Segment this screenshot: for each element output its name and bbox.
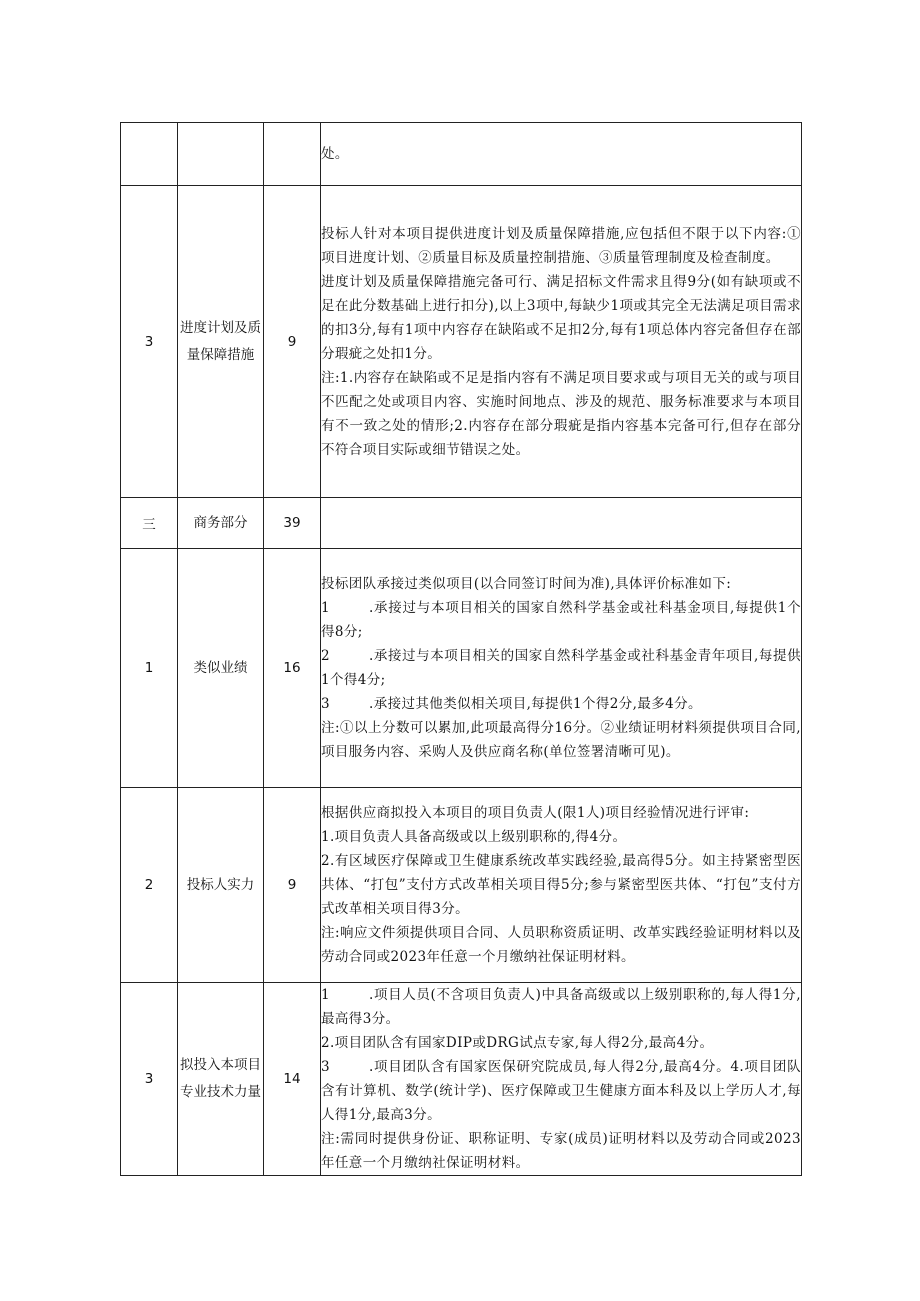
item-number: 3 <box>321 1059 330 1075</box>
criterion-description <box>321 788 802 983</box>
row-number: 3 <box>121 983 178 1176</box>
list-item <box>321 1031 801 1055</box>
item-text: .项目人员(不含项目负责人)中具备高级或以上级别职称的,每人得1分,最高得3分。 <box>321 987 801 1027</box>
list-item <box>321 1055 801 1127</box>
description-paragraph: 投标团队承接过类似项目(以合同签订时间为准),具体评价标准如下: <box>321 576 732 592</box>
list-item <box>321 644 801 692</box>
description-paragraph: 1.项目负责人具备高级或以上级别职称的,得4分。 <box>321 829 627 845</box>
section-number: 三 <box>121 498 178 549</box>
table-row <box>121 549 802 788</box>
criterion-score: 9 <box>264 788 321 983</box>
item-number: 1 <box>321 987 330 1003</box>
item-text: .项目团队含有国家医保研究院成员,每人得2分,最高4分。4.项目团队含有计算机、数学(统计学)、医疗保障或卫生健康方面本科及以上学历人才,每人得1分,最高3分。 <box>321 1059 801 1123</box>
description-note: 注:响应文件须提供项目合同、人员职称资质证明、改革实践经验证明材料以及劳动合同或2023年任意一个月缴纳社保证明材料。 <box>321 925 801 965</box>
item-text: .承接过与本项目相关的国家自然科学基金或社科基金项目,每提供1个得8分; <box>321 600 801 640</box>
row-number: 1 <box>121 549 178 788</box>
item-number: 1 <box>321 600 330 616</box>
section-name: 商务部分 <box>178 498 264 549</box>
scoring-table <box>120 122 802 1176</box>
item-number: 2 <box>321 648 330 664</box>
section-description <box>321 498 802 549</box>
table-row <box>121 983 802 1176</box>
row-number: 2 <box>121 788 178 983</box>
description-paragraph: 根据供应商拟投入本项目的项目负责人(限1人)项目经验情况进行评审: <box>321 805 750 821</box>
item-text: .承接过与本项目相关的国家自然科学基金或社科基金青年项目,每提供1个得4分; <box>321 648 801 688</box>
description-note: 注:需同时提供身份证、职称证明、专家(成员)证明材料以及劳动合同或2023年任意一个月缴纳社保证明材料。 <box>321 1131 801 1171</box>
section-row <box>121 498 802 549</box>
criterion-score <box>264 123 321 186</box>
criterion-description <box>321 549 802 788</box>
description-note: 注:①以上分数可以累加,此项最高得分16分。②业绩证明材料须提供项目合同,项目服务内容、采购人及供应商名称(单位签署清晰可见)。 <box>321 720 801 760</box>
description-paragraph: 处。 <box>321 146 349 162</box>
criterion-name: 投标人实力 <box>178 788 264 983</box>
criterion-score: 16 <box>264 549 321 788</box>
criterion-name: 类似业绩 <box>178 549 264 788</box>
criterion-score: 14 <box>264 983 321 1176</box>
list-item <box>321 596 801 644</box>
criterion-score: 9 <box>264 186 321 498</box>
criterion-name <box>178 123 264 186</box>
description-paragraph: 进度计划及质量保障措施完备可行、满足招标文件需求且得9分(如有缺项或不足在此分数基础上进行扣分),以上3项中,每缺少1项或其完全无法满足项目需求的扣3分,每有1项中内容存在缺陷或不足扣2分,每有1项总体内容完备但存在部分瑕疵之处扣1分。 <box>321 273 801 362</box>
table-row <box>121 186 802 498</box>
criterion-name: 拟投入本项目专业技术力量 <box>178 983 264 1176</box>
criterion-name: 进度计划及质量保障措施 <box>178 186 264 498</box>
description-paragraph: 2.有区域医疗保障或卫生健康系统改革实践经验,最高得5分。如主持紧密型医共体、“打包”支付方式改革相关项目得5分;参与紧密型医共体、“打包”支付方式改革相关项目得3分。 <box>321 853 801 917</box>
list-item <box>321 692 801 716</box>
item-number: 3 <box>321 696 330 712</box>
criterion-description <box>321 186 802 498</box>
table-row <box>121 123 802 186</box>
item-text: .承接过其他类似相关项目,每提供1个得2分,最多4分。 <box>369 696 702 712</box>
section-score: 39 <box>264 498 321 549</box>
description-paragraph: 投标人针对本项目提供进度计划及质量保障措施,应包括但不限于以下内容:①项目进度计划、②质量目标及质量控制措施、③质量管理制度及检查制度。 <box>321 225 801 266</box>
row-number: 3 <box>121 186 178 498</box>
item-text: 2.项目团队含有国家DIP或DRG试点专家,每人得2分,最高4分。 <box>321 1035 714 1051</box>
description-note: 注:1.内容存在缺陷或不足是指内容有不满足项目要求或与项目无关的或与项目不匹配之处或项目内容、实施时间地点、涉及的规范、服务标准要求与本项目有不一致之处的情形;2.内容存在部分瑕疵是指内容基本完备可行,但存在部分不符合项目实际或细节错误之处。 <box>321 369 801 458</box>
list-item <box>321 983 801 1031</box>
row-number <box>121 123 178 186</box>
criterion-description <box>321 123 802 186</box>
criterion-description <box>321 983 802 1176</box>
table-row <box>121 788 802 983</box>
